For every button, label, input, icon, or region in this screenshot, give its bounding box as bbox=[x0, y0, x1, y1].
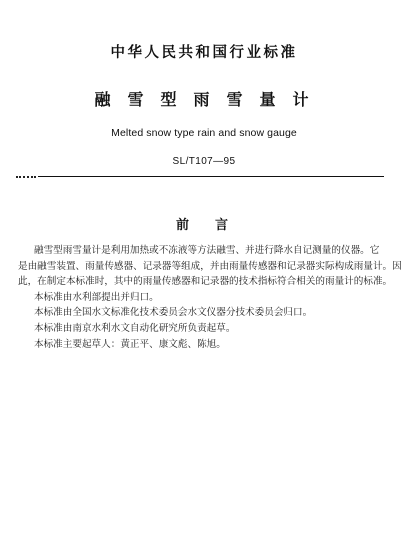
foreword-line: 本标准由南京水利水文自动化研究所负责起草。 bbox=[34, 322, 236, 334]
standard-number: SL/T107—95 bbox=[172, 156, 236, 167]
foreword-line: 此，在制定本标准时，其中的雨量传感器和记录器的技术指标符合相关的雨量计的标准。 bbox=[18, 276, 393, 288]
foreword-line: 融雪型雨雪量计是利用加热或不冻液等方法融雪、并进行降水自记测量的仪器。它 bbox=[34, 245, 380, 256]
foreword-line: 是由融雪装置、雨量传感器、记录器等组成，并由雨量传感器和记录器实际构成雨量计。因 bbox=[18, 260, 402, 272]
standard-category-heading: 中华人民共和国行业标准 bbox=[110, 45, 298, 61]
document-title-english: Melted snow type rain and snow gauge bbox=[111, 127, 297, 139]
document-title-chinese: 融雪型雨雪量计 bbox=[94, 90, 326, 109]
foreword-line: 本标准主要起草人：黄正平、康文彪、陈旭。 bbox=[34, 338, 226, 350]
foreword-line: 本标准由全国水文标准化技术委员会水文仪器分技术委员会归口。 bbox=[34, 307, 313, 319]
divider-line bbox=[38, 176, 384, 177]
header-divider bbox=[16, 176, 384, 179]
foreword-line: 本标准由水利部提出并归口。 bbox=[34, 291, 159, 303]
foreword-heading: 前言 bbox=[175, 218, 254, 233]
divider-dots bbox=[16, 176, 36, 180]
foreword-body bbox=[18, 243, 402, 352]
